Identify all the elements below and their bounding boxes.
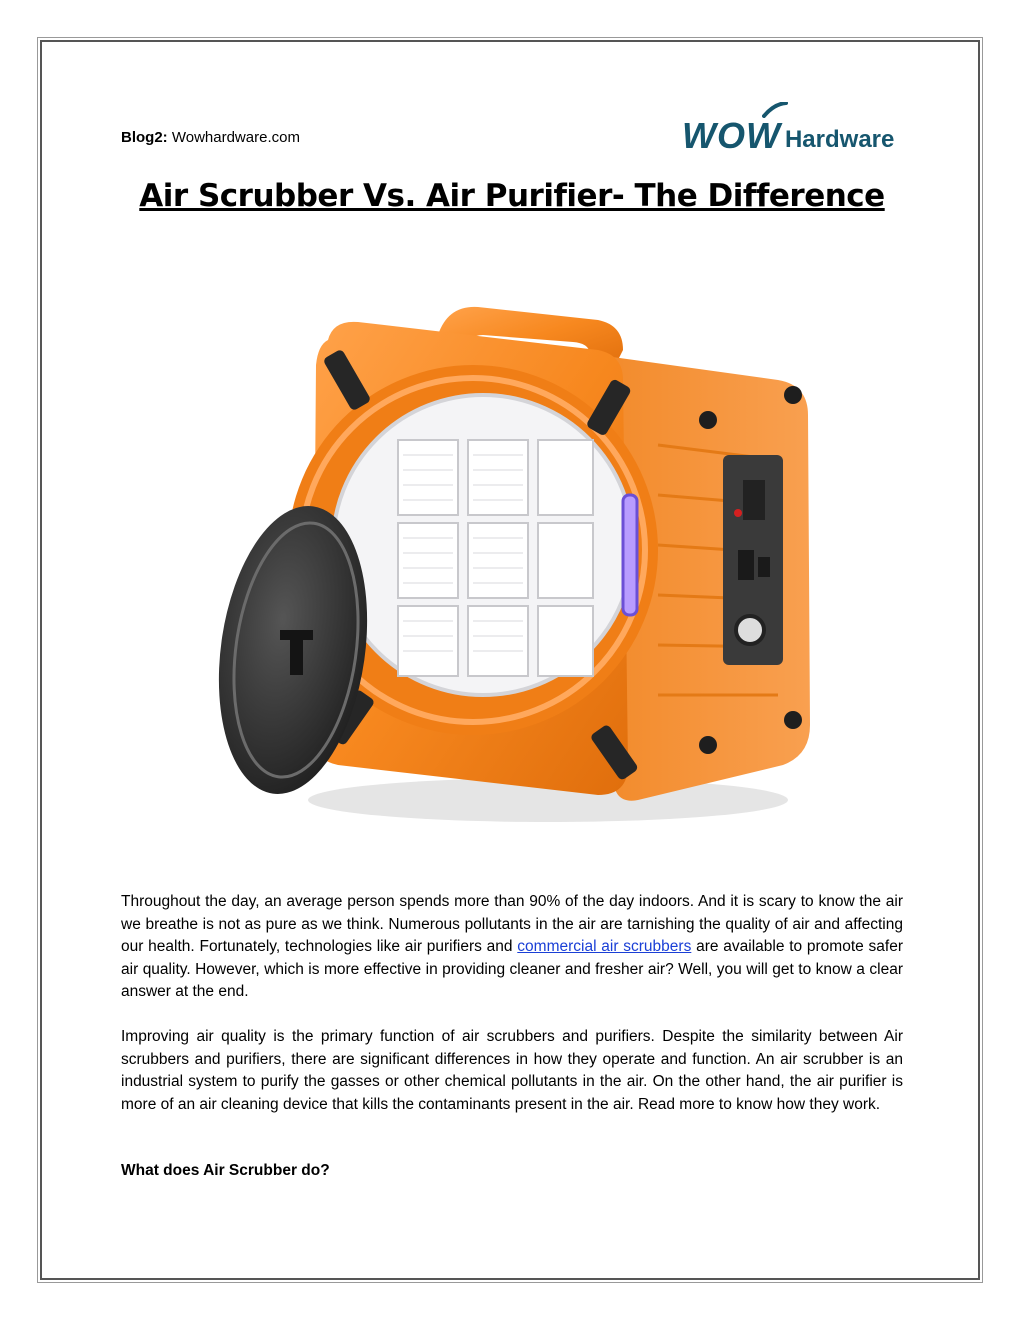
intro-text-before-link: Throughout the day, an average person spends more than 90% of the day indoors. And it is scary to know the air we breathe is not as pure as we think. Numerous pollutants in the air are tarnishing the quality of air and affecting our health. Fortunately, technologies like air purifiers and: [121, 893, 903, 956]
blog-header: [121, 129, 300, 146]
second-paragraph: Improving air quality is the primary function of air scrubbers and purifiers. Despite the similarity between Air scrubbers and purifiers, there are significant differences in how they operate and function. An air scrubber is an industrial system to purify the gasses or other chemical pollutants in the air. On the other hand, the air purifier is more of an air cleaning device that kills the contaminants present in the air. Read more to know how they work.: [121, 1028, 903, 1113]
page-title: Air Scrubber Vs. Air Purifier- The Difference: [139, 178, 885, 214]
blog-site: Wowhardware.com: [171, 129, 300, 146]
section-subheading: What does Air Scrubber do?: [121, 1162, 330, 1179]
wow-hardware-logo: [682, 108, 904, 154]
blog-label: Blog2:: [121, 129, 168, 146]
intro-text-after-link: are available to promote safer air quality. However, which is more effective in providing cleaner and fresher air? Well, you will get to know a clear answer at the end.: [121, 938, 903, 1001]
air-scrubber-image: [218, 295, 818, 835]
logo-swoosh-icon: [762, 102, 788, 118]
intro-paragraph: [121, 891, 903, 1004]
logo-wow-text: WOW: [682, 115, 781, 156]
logo-hardware-text: Hardware: [784, 126, 895, 153]
commercial-air-scrubbers-link[interactable]: commercial air scrubbers: [517, 938, 692, 956]
